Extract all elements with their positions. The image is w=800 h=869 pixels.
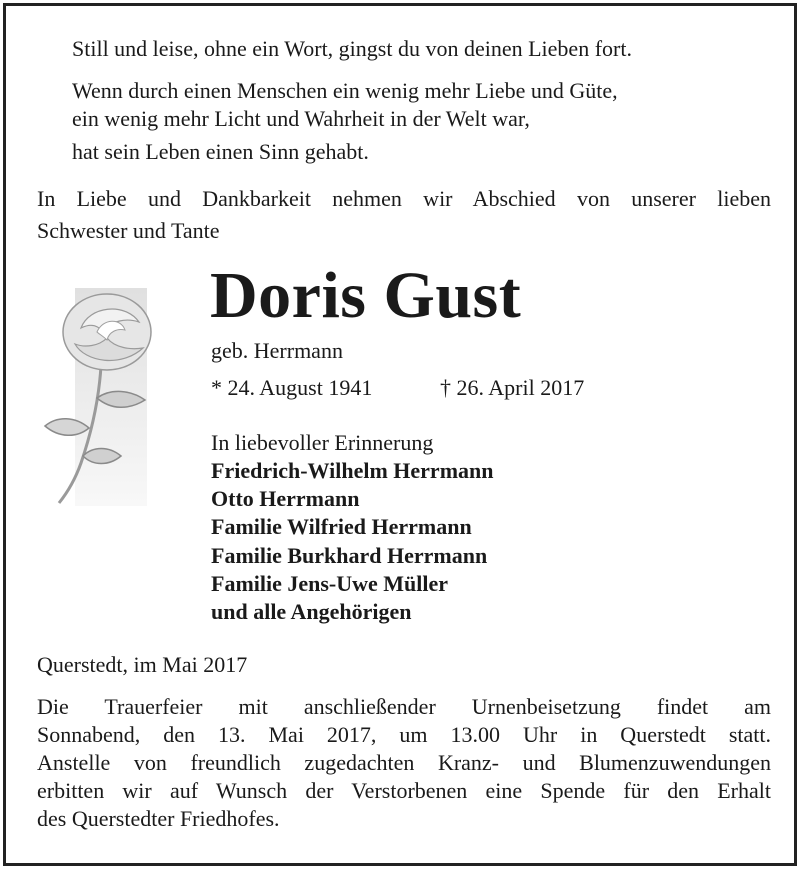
mourner-name: Otto Herrmann [211, 486, 360, 511]
notice-line-1: Die Trauerfeier mit anschließender Urnenbeisetzung findet am [37, 694, 771, 719]
birth-date: * 24. August 1941 [211, 375, 373, 400]
notice-line-2: Sonnabend, den 13. Mai 2017, um 13.00 Uhr in Querstedt statt. [37, 722, 771, 747]
mourner-name: Familie Jens-Uwe Müller [211, 571, 449, 596]
notice-line-5: des Querstedter Friedhofes. [37, 806, 280, 831]
rose-icon [41, 288, 161, 506]
poem-line-4: hat sein Leben einen Sinn gehabt. [72, 139, 369, 164]
death-date: † 26. April 2017 [440, 375, 585, 400]
poem-line-1: Still und leise, ohne ein Wort, gingst du von deinen Lieben fort. [72, 36, 632, 61]
mourner-name: und alle Angehörigen [211, 599, 412, 624]
notice-line-4: erbitten wir auf Wunsch der Verstorbenen eine Spende für den Erhalt [37, 778, 771, 803]
mourner-name: Familie Wilfried Herrmann [211, 514, 472, 539]
intro-line-2: Schwester und Tante [37, 218, 220, 243]
poem-line-3: ein wenig mehr Licht und Wahrheit in der Welt war, [72, 106, 530, 131]
mourners-intro: In liebevoller Erinnerung [211, 430, 434, 455]
mourner-name: Familie Burkhard Herrmann [211, 543, 488, 568]
poem-line-2: Wenn durch einen Menschen ein wenig mehr Liebe und Güte, [72, 78, 618, 103]
obituary-notice [3, 3, 797, 866]
notice-line-3: Anstelle von freundlich zugedachten Kranz- und Blumenzuwendungen [37, 750, 771, 775]
deceased-name: Doris Gust [210, 259, 522, 332]
place-date: Querstedt, im Mai 2017 [37, 652, 248, 677]
maiden-name: geb. Herrmann [211, 338, 343, 363]
mourner-name: Friedrich-Wilhelm Herrmann [211, 458, 494, 483]
intro-line-1: In Liebe und Dankbarkeit nehmen wir Abschied von unserer lieben [37, 186, 771, 211]
